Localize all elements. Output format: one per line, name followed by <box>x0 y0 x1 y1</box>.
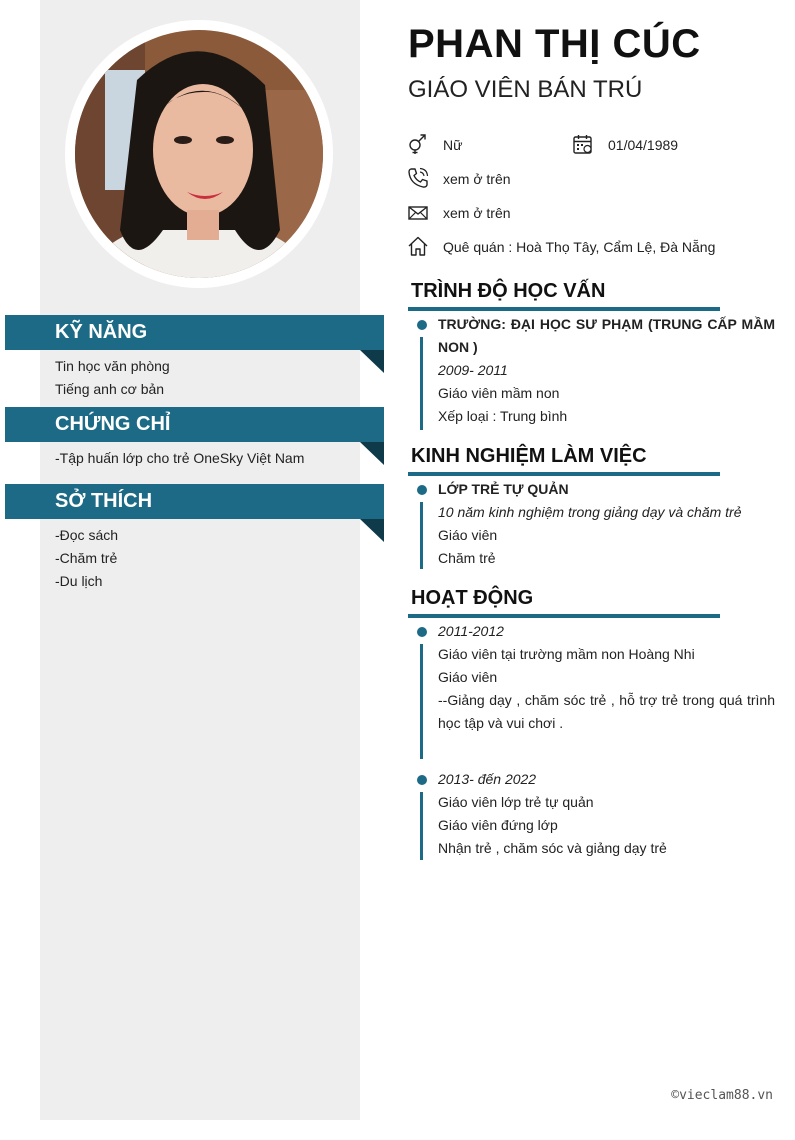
activity-line: Nhận trẻ , chăm sóc và giảng dạy trẻ <box>438 840 667 856</box>
education-entry <box>438 313 775 428</box>
skill-item: Tin học văn phòng <box>55 358 170 374</box>
hobbies-heading: SỞ THÍCH <box>5 484 384 519</box>
timeline-bar <box>420 644 423 759</box>
phone-value: xem ở trên <box>443 171 511 187</box>
education-heading: TRÌNH ĐỘ HỌC VẤN <box>411 280 606 302</box>
certificate-item: -Tập huấn lớp cho trẻ OneSky Việt Nam <box>55 450 305 466</box>
avatar <box>75 30 323 278</box>
section-divider <box>408 472 720 476</box>
calendar-icon <box>572 133 594 155</box>
hobby-item: -Chăm trẻ <box>55 550 118 566</box>
skill-item: Tiếng anh cơ bản <box>55 381 165 397</box>
hobbies-list <box>55 524 118 593</box>
watermark: ©vieclam88.vn <box>671 1088 773 1103</box>
skills-heading: KỸ NĂNG <box>5 315 384 350</box>
activities-heading: HOẠT ĐỘNG <box>411 587 534 609</box>
activity-line: Giáo viên <box>438 669 498 685</box>
education-grade: Xếp loại : Trung bình <box>438 408 568 424</box>
activity-line: Giáo viên đứng lớp <box>438 817 558 833</box>
timeline-bar <box>420 502 423 569</box>
experience-summary: 10 năm kinh nghiệm trong giảng dạy và chăm trẻ <box>438 504 742 520</box>
experience-role: Giáo viên <box>438 527 498 543</box>
experience-place: LỚP TRẺ TỰ QUẢN <box>438 481 569 497</box>
hobby-item: -Du lịch <box>55 573 103 589</box>
email-icon <box>407 202 429 224</box>
timeline-bar <box>420 792 423 860</box>
gender-icon <box>407 133 429 155</box>
ribbon-fold <box>360 350 384 373</box>
certificates-list <box>55 447 304 470</box>
education-major: Giáo viên mầm non <box>438 385 560 401</box>
activity-period: 2011-2012 <box>438 623 504 639</box>
timeline-bullet <box>417 320 427 330</box>
activity-line: --Giảng dạy , chăm sóc trẻ , hỗ trợ trẻ trong quá trình học tập và vui chơi . <box>438 692 775 731</box>
phone-icon <box>407 167 429 189</box>
experience-heading: KINH NGHIỆM LÀM VIỆC <box>411 445 647 467</box>
experience-duty: Chăm trẻ <box>438 550 496 566</box>
hometown-value: Quê quán : Hoà Thọ Tây, Cẩm Lệ, Đà Nẵng <box>443 239 716 255</box>
ribbon-fold <box>360 519 384 542</box>
skills-list <box>55 355 170 401</box>
timeline-bullet <box>417 627 427 637</box>
birthdate-value: 01/04/1989 <box>608 137 679 153</box>
education-period: 2009- 2011 <box>438 362 508 378</box>
activity-entry <box>438 768 775 860</box>
activity-line: Giáo viên lớp trẻ tự quản <box>438 794 594 810</box>
section-divider <box>408 307 720 311</box>
activity-period: 2013- đến 2022 <box>438 771 537 787</box>
timeline-bullet <box>417 485 427 495</box>
candidate-name: PHAN THỊ CÚC <box>408 22 701 66</box>
experience-entry <box>438 478 775 570</box>
timeline-bar <box>420 337 423 430</box>
certificates-heading: CHỨNG CHỈ <box>5 407 384 442</box>
home-icon <box>407 235 429 257</box>
hobby-item: -Đọc sách <box>55 527 119 543</box>
timeline-bullet <box>417 775 427 785</box>
activity-line: Giáo viên tại trường mầm non Hoàng Nhi <box>438 646 695 662</box>
activity-entry <box>438 620 775 735</box>
education-school: TRƯỜNG: ĐẠI HỌC SƯ PHẠM (TRUNG CẤP MẦM NON ) <box>438 316 775 355</box>
section-divider <box>408 614 720 618</box>
job-title: GIÁO VIÊN BÁN TRÚ <box>408 76 643 103</box>
gender-value: Nữ <box>443 137 463 153</box>
ribbon-fold <box>360 442 384 465</box>
email-value: xem ở trên <box>443 205 511 221</box>
